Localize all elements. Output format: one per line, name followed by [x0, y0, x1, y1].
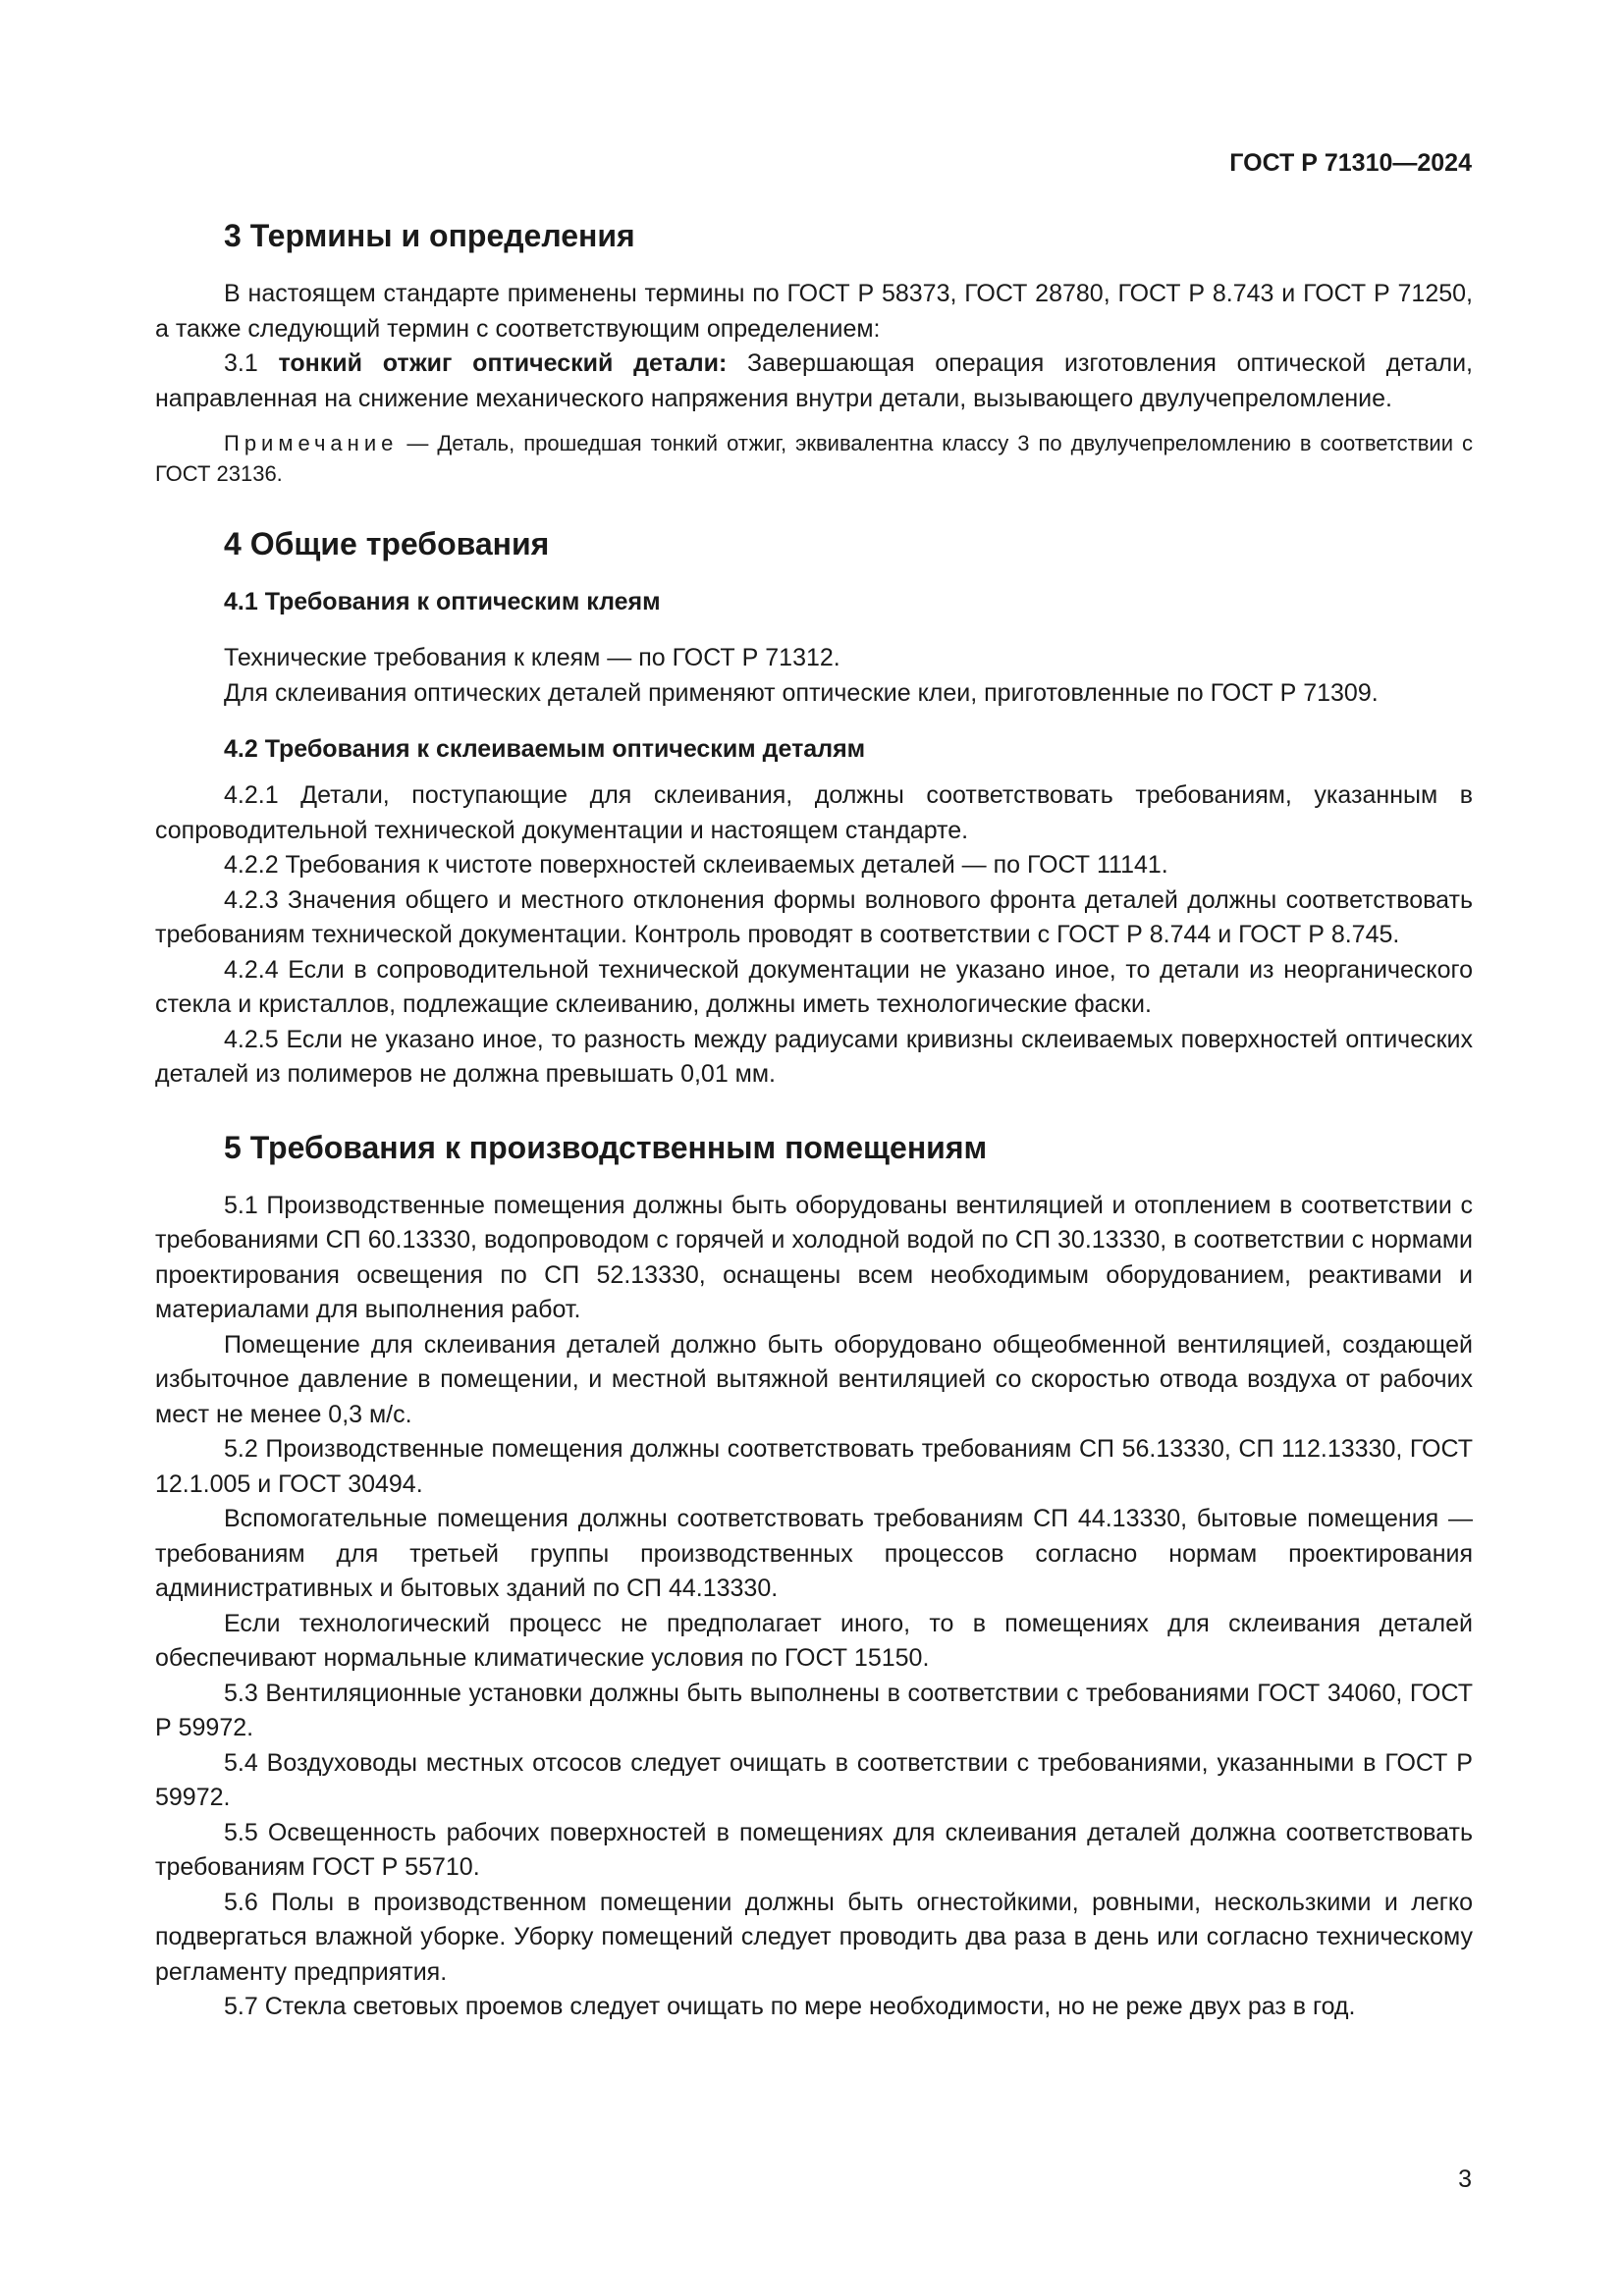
- paragraph-5-2: 5.2 Производственные помещения должны соответствовать требованиям СП 56.13330, СП 112.13330, ГОСТ 12.1.005 и ГОСТ 30494.: [155, 1435, 1473, 1498]
- paragraph-4-2-2: 4.2.2 Требования к чистоте поверхностей склеиваемых деталей — по ГОСТ 11141.: [224, 851, 1168, 879]
- term-number: 3.1: [224, 349, 279, 377]
- note: [155, 428, 1473, 489]
- paragraph-5-1-b: Помещение для склеивания деталей должно быть оборудовано общеобменной вентиляцией, создающей избыточное давление в помещении, и местной вытяжной вентиляцией со скоростью отвода воздуха от рабочих мест не менее 0,3 м/с.: [155, 1330, 1473, 1428]
- paragraph-5-4: 5.4 Воздуховоды местных отсосов следует очищать в соответствии с требованиями, указанными в ГОСТ Р 59972.: [155, 1748, 1473, 1811]
- page-number: 3: [1458, 2165, 1472, 2193]
- subsection-4-1-title: 4.1 Требования к оптическим клеям: [224, 588, 661, 615]
- paragraph-5-1: 5.1 Производственные помещения должны быть оборудованы вентиляцией и отоплением в соответствии с требованиями СП 60.13330, водопроводом с горячей и холодной водой по СП 30.13330, в соответствии с нормами проектирования освещения по СП 52.13330, оснащены всем необходимым оборудованием, реактивами и материалами для выполнения работ.: [155, 1191, 1473, 1323]
- paragraph-4-2-3: 4.2.3 Значения общего и местного отклонения формы волнового фронта деталей должны соответствовать требованиям технической документации. Контроль проводят в соответствии с ГОСТ Р 8.744 и ГОСТ Р 8.745.: [155, 885, 1473, 948]
- paragraph-5-5: 5.5 Освещенность рабочих поверхностей в помещениях для склеивания деталей должна соответствовать требованиям ГОСТ Р 55710.: [155, 1818, 1473, 1881]
- page-content: [155, 216, 1473, 2025]
- paragraph-4-1-a: Технические требования к клеям — по ГОСТ Р 71312.: [224, 644, 840, 671]
- note-label: Примечание: [224, 431, 399, 455]
- section-5-title: 5 Требования к производственным помещениям: [224, 1129, 988, 1165]
- subsection-4-2-title: 4.2 Требования к склеиваемым оптическим деталям: [224, 735, 866, 763]
- paragraph-4-2-5: 4.2.5 Если не указано иное, то разность между радиусами кривизны склеиваемых поверхностей оптических деталей из полимеров не должна превышать 0,01 мм.: [155, 1025, 1473, 1088]
- paragraph-4-1-b: Для склеивания оптических деталей применяют оптические клеи, приготовленные по ГОСТ Р 71309.: [224, 678, 1379, 707]
- term-name: тонкий отжиг оптический детали:: [278, 349, 728, 377]
- document-code: ГОСТ Р 71310—2024: [1229, 149, 1472, 177]
- paragraph-5-7: 5.7 Стекла световых проемов следует очищать по мере необходимости, но не реже двух раз в год.: [224, 1993, 1356, 2020]
- paragraph-5-3: 5.3 Вентиляционные установки должны быть выполнены в соответствии с требованиями ГОСТ 34060, ГОСТ Р 59972.: [155, 1679, 1473, 1741]
- section-4-title: 4 Общие требования: [224, 526, 550, 561]
- paragraph-4-2-1: 4.2.1 Детали, поступающие для склеивания, должны соответствовать требованиям, указанным в сопроводительной технической документации и настоящем стандарте.: [155, 781, 1473, 844]
- note-text: — Деталь, прошедшая тонкий отжиг, эквивалентна классу 3 по двулучепреломлению в соответствии с ГОСТ 23136.: [155, 431, 1473, 486]
- term-definition: Завершающая операция изготовления оптической детали, направленная на снижение механического напряжения внутри детали, вызывающего двулучепреломление.: [155, 349, 1473, 412]
- paragraph-4-2-4: 4.2.4 Если в сопроводительной технической документации не указано иное, то детали из неорганического стекла и кристаллов, подлежащие склеиванию, должны иметь технологические фаски.: [155, 955, 1473, 1018]
- paragraph-5-6: 5.6 Полы в производственном помещении должны быть огнестойкими, ровными, нескользкими и легко подвергаться влажной уборке. Уборку помещений следует проводить два раза в день или согласно техническому регламенту предприятия.: [155, 1888, 1473, 1986]
- section-3-intro: В настоящем стандарте применены термины по ГОСТ Р 58373, ГОСТ 28780, ГОСТ Р 8.743 и ГОСТ Р 71250, а также следующий термин с соответствующим определением:: [155, 280, 1473, 343]
- paragraph-5-2-c: Если технологический процесс не предполагает иного, то в помещениях для склеивания деталей обеспечивают нормальные климатические условия по ГОСТ 15150.: [155, 1609, 1473, 1672]
- section-3-title: 3 Термины и определения: [224, 218, 635, 253]
- term-3-1: [155, 347, 1473, 416]
- paragraph-5-2-b: Вспомогательные помещения должны соответствовать требованиям СП 44.13330, бытовые помещения — требованиям для третьей группы производственных процессов согласно нормам проектирования административных и бытовых зданий по СП 44.13330.: [155, 1505, 1473, 1602]
